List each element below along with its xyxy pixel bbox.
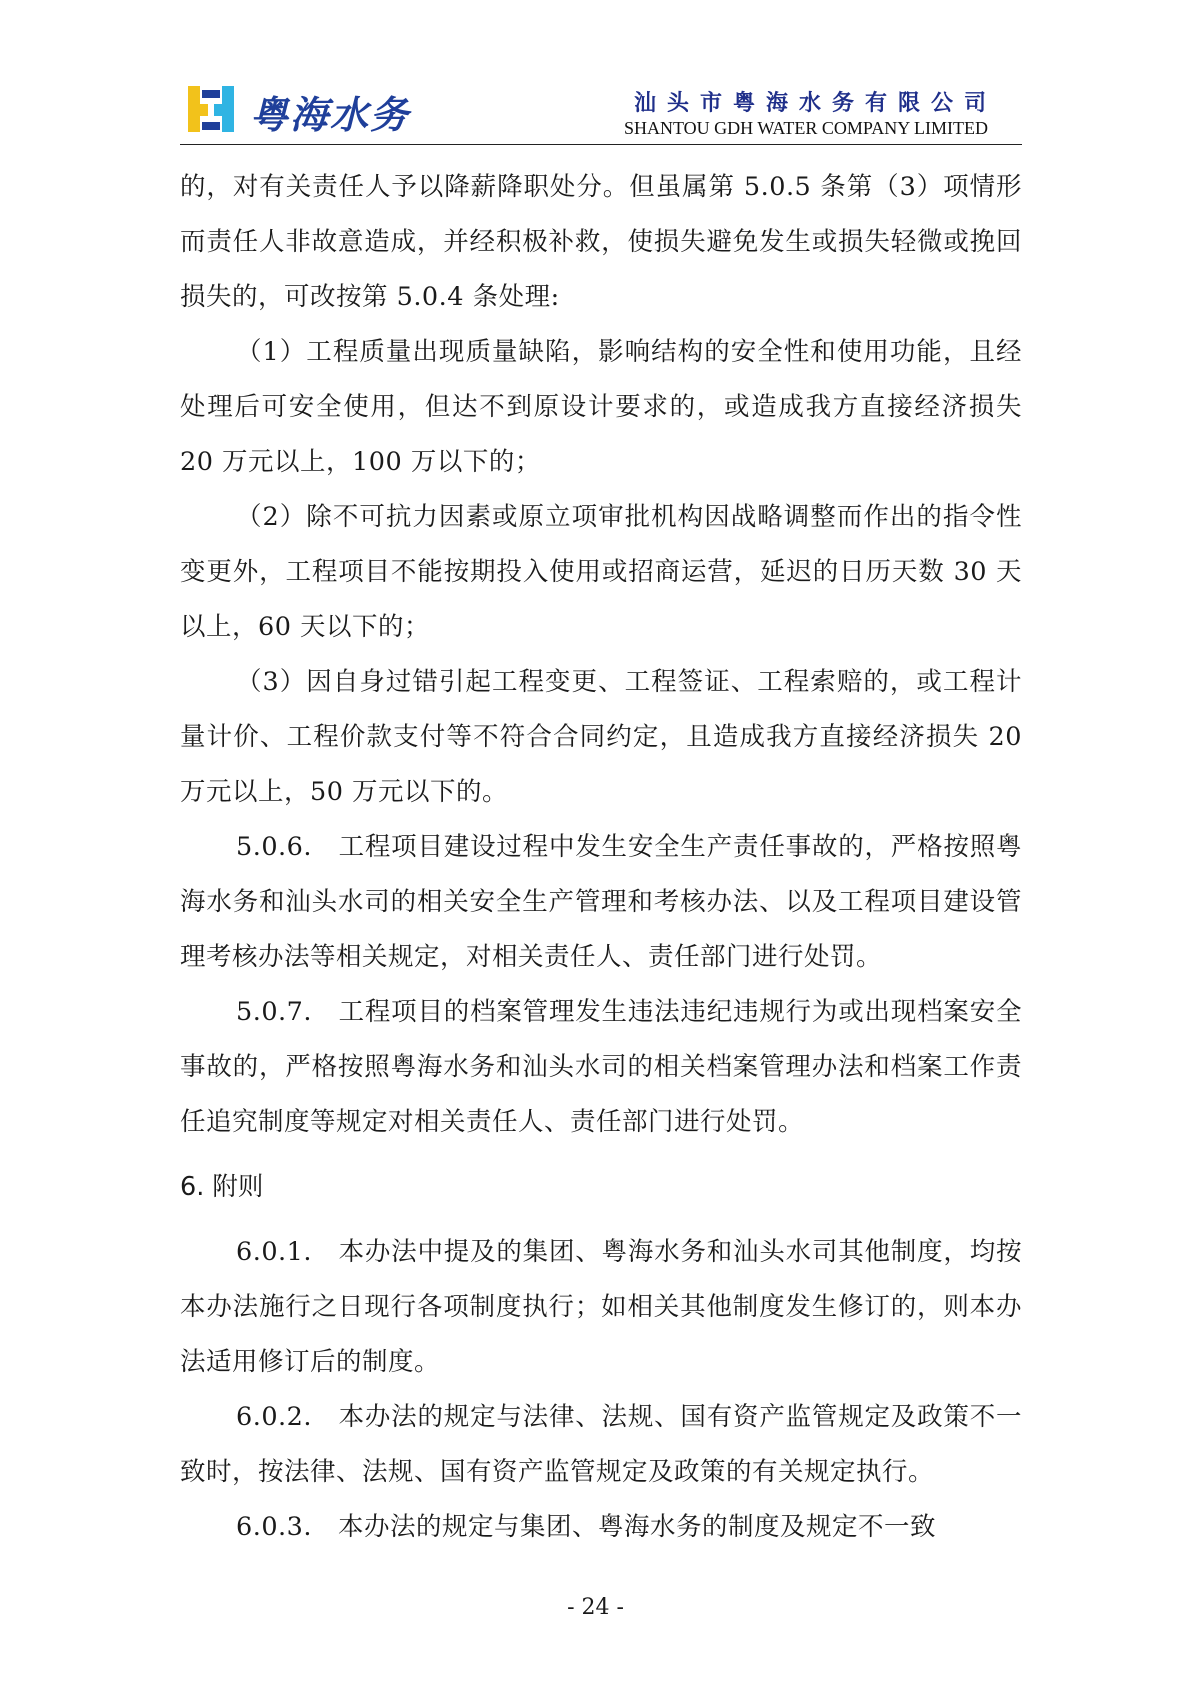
section-heading: 6. 附则 bbox=[180, 1172, 264, 1202]
page-header bbox=[180, 78, 1022, 145]
paragraph: 5.0.7. 工程项目的档案管理发生违法违纪违规行为或出现档案安全事故的，严格按照粤海水务和汕头水司的相关档案管理办法和档案工作责任追究制度等规定对相关责任人、责任部门进行处罚。 bbox=[180, 997, 1022, 1137]
paragraph: 6.0.3. 本办法的规定与集团、粤海水务的制度及规定不一致 bbox=[236, 1512, 936, 1542]
company-name-cn: 汕头市粤海水务有限公司 bbox=[634, 91, 998, 116]
paragraph: 6.0.2. 本办法的规定与法律、法规、国有资产监管规定及政策不一致时，按法律、法规、国有资产监管规定及政策的有关规定执行。 bbox=[180, 1402, 1022, 1487]
paragraph: （2）除不可抗力因素或原立项审批机构因战略调整而作出的指令性变更外，工程项目不能按期投入使用或招商运营，延迟的日历天数 30 天以上，60 天以下的； bbox=[180, 502, 1022, 642]
paragraph: 6.0.1. 本办法中提及的集团、粤海水务和汕头水司其他制度，均按本办法施行之日现行各项制度执行；如相关其他制度发生修订的，则本办法适用修订后的制度。 bbox=[180, 1237, 1022, 1377]
paragraph: （3）因自身过错引起工程变更、工程签证、工程索赔的，或工程计量计价、工程价款支付等不符合合同约定，且造成我方直接经济损失 20 万元以上，50 万元以下的。 bbox=[180, 667, 1022, 807]
paragraph: 5.0.6. 工程项目建设过程中发生安全生产责任事故的，严格按照粤海水务和汕头水司的相关安全生产管理和考核办法、以及工程项目建设管理考核办法等相关规定，对相关责任人、责任部门进行处罚。 bbox=[180, 832, 1022, 972]
page-number: - 24 - bbox=[567, 1595, 624, 1620]
company-logo-icon bbox=[184, 80, 238, 138]
paragraph: （1）工程质量出现质量缺陷，影响结构的安全性和使用功能，且经处理后可安全使用，但达不到原设计要求的，或造成我方直接经济损失 20 万元以上，100 万以下的； bbox=[180, 337, 1022, 477]
logo-text: 粤海水务 bbox=[250, 92, 411, 137]
paragraph: 的，对有关责任人予以降薪降职处分。但虽属第 5.0.5 条第（3）项情形而责任人非故意造成，并经积极补救，使损失避免发生或损失轻微或挽回损失的，可改按第 5.0.4 条处理: bbox=[180, 172, 1022, 312]
document-body bbox=[180, 160, 1022, 1555]
company-name-en: SHANTOU GDH WATER COMPANY LIMITED bbox=[624, 118, 989, 138]
